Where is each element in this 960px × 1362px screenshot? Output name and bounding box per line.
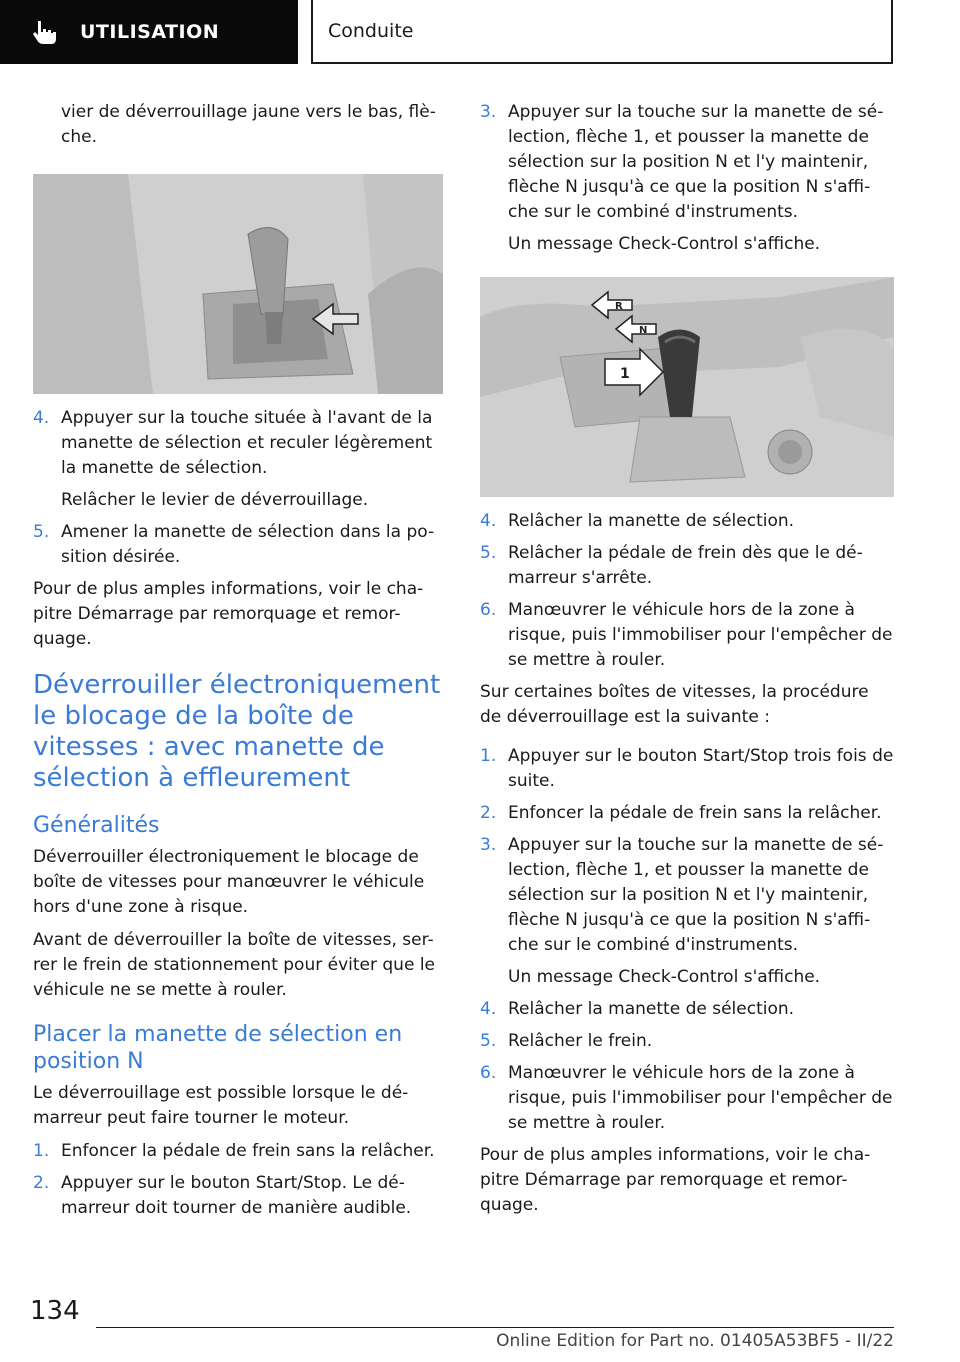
step-subtext: Relâcher le levier de déverrouillage. bbox=[61, 490, 369, 510]
page-number: 134 bbox=[30, 1296, 80, 1326]
list-item bbox=[480, 1029, 894, 1054]
step-number: 6. bbox=[480, 600, 497, 620]
step-subtext: Un message Check-Control s'affiche. bbox=[508, 967, 821, 987]
step-number: 3. bbox=[480, 835, 497, 855]
step-text: Relâcher la manette de sélection. bbox=[508, 999, 795, 1019]
step-number: 5. bbox=[480, 543, 497, 563]
selector-lever-figure bbox=[480, 277, 894, 497]
step-text: Appuyer sur la touche située à l'avant de la manette de sélection et reculer légèrement la manette de sélection. bbox=[61, 408, 433, 478]
step-number: 1. bbox=[480, 746, 497, 766]
chapter-title: Conduite bbox=[328, 20, 414, 42]
step-text: Amener la manette de sélection dans la po-sition désirée. bbox=[61, 522, 435, 567]
step-number: 1. bbox=[33, 1141, 50, 1161]
general-paragraph-1: Déverrouiller électroniquement le blocage de boîte de vitesses pour manœuvrer le véhicule hors d'une zone à risque. bbox=[33, 847, 425, 917]
steps-list-e bbox=[480, 744, 894, 1136]
section-header bbox=[0, 0, 298, 64]
step-text: Enfoncer la pédale de frein sans la relâcher. bbox=[61, 1141, 435, 1161]
figure-label-n: N bbox=[639, 325, 648, 336]
step-subtext: Un message Check-Control s'affiche. bbox=[508, 234, 821, 254]
list-item bbox=[480, 997, 894, 1022]
step-number: 4. bbox=[480, 511, 497, 531]
list-item bbox=[480, 833, 894, 990]
list-item bbox=[480, 598, 894, 673]
step-number: 6. bbox=[480, 1063, 497, 1083]
step-number: 5. bbox=[480, 1031, 497, 1051]
step-number: 3. bbox=[480, 102, 497, 122]
steps-list-b bbox=[33, 1139, 443, 1221]
step-text: Appuyer sur la touche sur la manette de sé-lection, flèche 1, et pousser la manette de sélection sur la position N et l'y maintenir, flèche N jusqu'à ce que la position N s'affi-che sur le combiné d'instruments. bbox=[508, 102, 884, 222]
procedure-intro: Sur certaines boîtes de vitesses, la procédure de déverrouillage est la suivante : bbox=[480, 682, 869, 727]
list-item bbox=[480, 541, 894, 591]
general-paragraph-2: Avant de déverrouiller la boîte de vitesses, ser-rer le frein de stationnement pour éviter que le véhicule ne se mette à rouler. bbox=[33, 930, 435, 1000]
step-number: 4. bbox=[480, 999, 497, 1019]
list-item bbox=[480, 744, 894, 794]
figure-label-r: R bbox=[615, 301, 623, 312]
steps-list-c bbox=[480, 100, 894, 257]
gear-lever-figure bbox=[33, 174, 443, 394]
steps-list-a bbox=[33, 406, 443, 570]
section-heading: Déverrouiller électroniquement le blocage de la boîte de vitesses : avec manette de sélection à effleurement bbox=[33, 670, 441, 793]
list-item bbox=[33, 1171, 443, 1221]
edition-text: Online Edition for Part no. 01405A53BF5 - II/22 bbox=[496, 1331, 894, 1351]
pointing-hand-icon bbox=[30, 17, 60, 47]
intro-continued: vier de déverrouillage jaune vers le bas, flè-che. bbox=[61, 102, 436, 147]
step-text: Appuyer sur le bouton Start/Stop. Le dé-marreur doit tourner de manière audible. bbox=[61, 1173, 412, 1218]
step-number: 5. bbox=[33, 522, 50, 542]
step-text: Relâcher la manette de sélection. bbox=[508, 511, 795, 531]
subheading-general: Généralités bbox=[33, 813, 160, 838]
position-paragraph: Le déverrouillage est possible lorsque le dé-marreur peut faire tourner le moteur. bbox=[33, 1083, 409, 1128]
steps-list-d bbox=[480, 509, 894, 673]
right-column bbox=[480, 100, 894, 1218]
more-info-text: Pour de plus amples informations, voir le cha-pitre Démarrage par remorquage et remor-quage. bbox=[33, 579, 424, 649]
step-text: Relâcher la pédale de frein dès que le dé-marreur s'arrête. bbox=[508, 543, 863, 588]
step-number: 2. bbox=[33, 1173, 50, 1193]
list-item bbox=[33, 520, 443, 570]
step-number: 2. bbox=[480, 803, 497, 823]
step-text: Relâcher le frein. bbox=[508, 1031, 653, 1051]
list-item bbox=[480, 509, 894, 534]
list-item bbox=[33, 406, 443, 513]
section-title: UTILISATION bbox=[80, 21, 220, 43]
step-text: Enfoncer la pédale de frein sans la relâcher. bbox=[508, 803, 882, 823]
step-text: Appuyer sur la touche sur la manette de sé-lection, flèche 1, et pousser la manette de sélection sur la position N et l'y maintenir, flèche N jusqu'à ce que la position N s'affi-che sur le combiné d'instruments. bbox=[508, 835, 884, 955]
list-item bbox=[480, 801, 894, 826]
list-item bbox=[33, 1139, 443, 1164]
list-item bbox=[480, 1061, 894, 1136]
step-text: Manœuvrer le véhicule hors de la zone à risque, puis l'immobiliser pour l'empêcher de se mettre à rouler. bbox=[508, 600, 893, 670]
figure-label-1: 1 bbox=[620, 366, 630, 382]
subheading-position-n: Placer la manette de sélection en position N bbox=[33, 1022, 403, 1074]
step-text: Appuyer sur le bouton Start/Stop trois fois de suite. bbox=[508, 746, 894, 791]
chapter-header bbox=[311, 0, 893, 64]
footer-divider bbox=[96, 1327, 894, 1328]
left-column bbox=[33, 100, 443, 1228]
step-number: 4. bbox=[33, 408, 50, 428]
list-item bbox=[480, 100, 894, 257]
step-text: Manœuvrer le véhicule hors de la zone à risque, puis l'immobiliser pour l'empêcher de se mettre à rouler. bbox=[508, 1063, 893, 1133]
more-info-text: Pour de plus amples informations, voir le cha-pitre Démarrage par remorquage et remor-quage. bbox=[480, 1145, 871, 1215]
